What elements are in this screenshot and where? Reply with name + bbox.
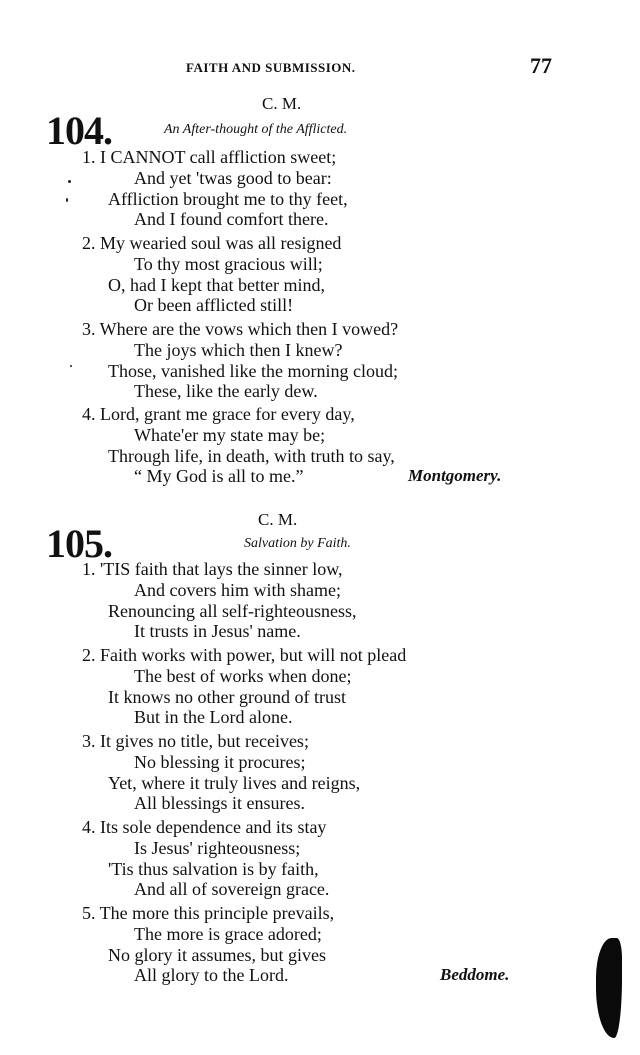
verse-line: And covers him with shame; bbox=[134, 580, 341, 600]
verse-line: 'Tis thus salvation is by faith, bbox=[108, 859, 319, 879]
verse-line: 1. 'TIS faith that lays the sinner low, bbox=[82, 559, 343, 579]
verse-line: The best of works when done; bbox=[134, 666, 352, 686]
hymn-author: Montgomery. bbox=[408, 466, 502, 485]
verse-line: 1. I CANNOT call affliction sweet; bbox=[82, 147, 337, 167]
verse-line: Or been afflicted still! bbox=[134, 295, 294, 315]
verse-line: 4. Its sole dependence and its stay bbox=[82, 817, 327, 837]
verse-line: The joys which then I knew? bbox=[134, 340, 343, 360]
hymn-number: 104. bbox=[46, 108, 112, 153]
verse-line: Yet, where it truly lives and reigns, bbox=[108, 773, 361, 793]
verse-line: But in the Lord alone. bbox=[134, 707, 293, 727]
verse-line: 5. The more this principle prevails, bbox=[82, 903, 335, 923]
verse-line: No glory it assumes, but gives bbox=[108, 945, 326, 965]
verse-line: And all of sovereign grace. bbox=[134, 879, 330, 899]
hymn-subtitle: An After-thought of the Afflicted. bbox=[164, 122, 348, 137]
verse-line: Those, vanished like the morning cloud; bbox=[108, 361, 398, 381]
verse-line: Renouncing all self-righteousness, bbox=[108, 601, 357, 621]
verse-line: It trusts in Jesus' name. bbox=[134, 621, 301, 641]
verse-line: Affliction brought me to thy feet, bbox=[108, 189, 348, 209]
hymn-number: 105. bbox=[46, 521, 112, 566]
verse-line: All blessings it ensures. bbox=[134, 793, 305, 813]
hymn-subtitle: Salvation by Faith. bbox=[244, 536, 351, 551]
verse-line: It knows no other ground of trust bbox=[108, 687, 346, 707]
hymn-meter: C. M. bbox=[262, 94, 302, 113]
running-title: FAITH AND SUBMISSION. bbox=[186, 60, 356, 75]
verse-line: All glory to the Lord. bbox=[134, 965, 289, 985]
verse-line: No blessing it procures; bbox=[134, 752, 306, 772]
verse-line: Through life, in death, with truth to say, bbox=[108, 446, 395, 466]
page-number: 77 bbox=[530, 53, 552, 78]
verse-line: To thy most gracious will; bbox=[134, 254, 323, 274]
verse-line: Whate'er my state may be; bbox=[134, 425, 326, 445]
verse-line: 4. Lord, grant me grace for every day, bbox=[82, 404, 355, 424]
verse-line: Is Jesus' righteousness; bbox=[134, 838, 301, 858]
verse-line: And I found comfort there. bbox=[134, 209, 329, 229]
hymn-meter: C. M. bbox=[258, 510, 298, 529]
page-edge-shadow bbox=[596, 938, 622, 1038]
verse-line: And yet 'twas good to bear: bbox=[134, 168, 332, 188]
verse-line: These, like the early dew. bbox=[134, 381, 318, 401]
verse-line: 2. My wearied soul was all resigned bbox=[82, 233, 342, 253]
verse-line: 3. Where are the vows which then I vowed? bbox=[82, 319, 399, 339]
verse-line: O, had I kept that better mind, bbox=[108, 275, 325, 295]
verse-line: “ My God is all to me.” bbox=[134, 466, 304, 486]
hymn-author: Beddome. bbox=[440, 965, 510, 984]
verse-line: 2. Faith works with power, but will not plead bbox=[82, 645, 407, 665]
verse-line: The more is grace adored; bbox=[134, 924, 322, 944]
verse-line: 3. It gives no title, but receives; bbox=[82, 731, 309, 751]
